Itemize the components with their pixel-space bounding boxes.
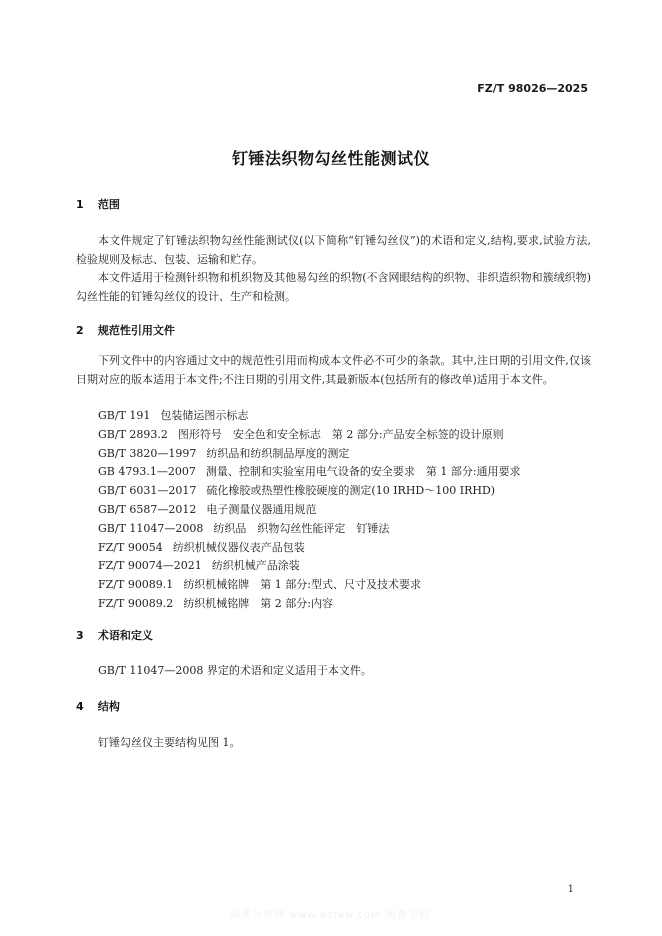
reference-item	[98, 557, 521, 576]
reference-code: FZ/T 90089.2	[98, 596, 174, 610]
watermark-text: 标准分享网 www.bzfxw.com 免费下载	[230, 910, 430, 921]
reference-title: 纺织机械铭牌 第 2 部分:内容	[183, 596, 334, 610]
reference-code: GB/T 2893.2	[98, 427, 168, 441]
reference-code: GB/T 191	[98, 409, 151, 422]
reference-item	[98, 520, 521, 539]
section-4-heading	[76, 698, 120, 714]
reference-title: 电子测量仪器通用规范	[206, 502, 317, 516]
structure-paragraph: 钉锤勾丝仪主要结构见图 1。	[98, 736, 241, 749]
reference-item	[98, 482, 521, 501]
reference-code: GB/T 3820—1997	[98, 446, 197, 460]
reference-item	[98, 426, 521, 445]
reference-title: 硫化橡胶或热塑性橡胶硬度的测定(10 IRHD～100 IRHD)	[206, 484, 496, 498]
reference-title: 测量、控制和实验室用电气设备的安全要求 第 1 部分:通用要求	[205, 465, 521, 479]
reference-item	[98, 463, 521, 482]
section-title: 结构	[97, 700, 120, 713]
reference-title: 纺织机械铭牌 第 1 部分:型式、尺寸及技术要求	[183, 578, 422, 592]
reference-title: 包装储运图示标志	[160, 409, 249, 422]
references-intro: 下列文件中的内容通过文中的规范性引用而构成本文件必不可少的条款。其中,注日期的引用文件,仅该日期对应的版本适用于本文件;不注日期的引用文件,其最新版本(包括所有的修改单)适用于本文件。	[76, 354, 591, 386]
reference-code: FZ/T 90074—2021	[98, 559, 202, 573]
section-3-heading	[76, 627, 153, 643]
section-2-heading	[76, 322, 175, 338]
reference-code: GB/T 11047—2008	[98, 521, 204, 535]
reference-code: GB/T 6031—2017	[98, 484, 197, 498]
reference-item	[98, 407, 521, 426]
standard-code: FZ/T 98026—2025	[477, 82, 588, 95]
reference-title: 纺织品 织物勾丝性能评定 钉锤法	[213, 521, 390, 535]
terms-paragraph: GB/T 11047—2008 界定的术语和定义适用于本文件。	[98, 664, 372, 677]
reference-item	[98, 445, 521, 464]
section-number: 1	[76, 198, 84, 211]
reference-title: 纺织机械仪器仪表产品包装	[172, 540, 305, 554]
section-title: 范围	[97, 198, 120, 211]
reference-item	[98, 576, 521, 595]
reference-item	[98, 501, 521, 520]
page-number: 1	[567, 884, 574, 895]
scope-paragraph-1: 本文件规定了钉锤法织物勾丝性能测试仪(以下简称“钉锤勾丝仪”)的术语和定义,结构,要求,试验方法,检验规则及标志、包装、运输和贮存。	[76, 234, 591, 266]
section-number: 2	[76, 324, 84, 337]
scope-paragraph-2: 本文件适用于检测针织物和机织物及其他易勾丝的织物(不含网眼结构的织物、非织造织物和簇绒织物)勾丝性能的钉锤勾丝仪的设计、生产和检测。	[76, 271, 591, 303]
section-number: 4	[76, 700, 84, 713]
section-1-heading	[76, 196, 120, 212]
reference-title: 纺织品和纺织制品厚度的测定	[206, 446, 350, 460]
section-number: 3	[76, 629, 84, 642]
section-title: 术语和定义	[97, 629, 153, 642]
reference-item	[98, 595, 521, 614]
section-title: 规范性引用文件	[97, 324, 175, 337]
reference-title: 纺织机械产品涂装	[211, 559, 300, 573]
reference-code: FZ/T 90054	[98, 540, 163, 554]
reference-list	[98, 407, 521, 614]
reference-code: GB/T 6587—2012	[98, 502, 197, 516]
reference-code: GB 4793.1—2007	[98, 465, 196, 479]
document-title: 钉锤法织物勾丝性能测试仪	[231, 149, 430, 168]
reference-title: 图形符号 安全色和安全标志 第 2 部分:产品安全标签的设计原则	[177, 427, 504, 441]
reference-item	[98, 539, 521, 558]
reference-code: FZ/T 90089.1	[98, 578, 174, 592]
